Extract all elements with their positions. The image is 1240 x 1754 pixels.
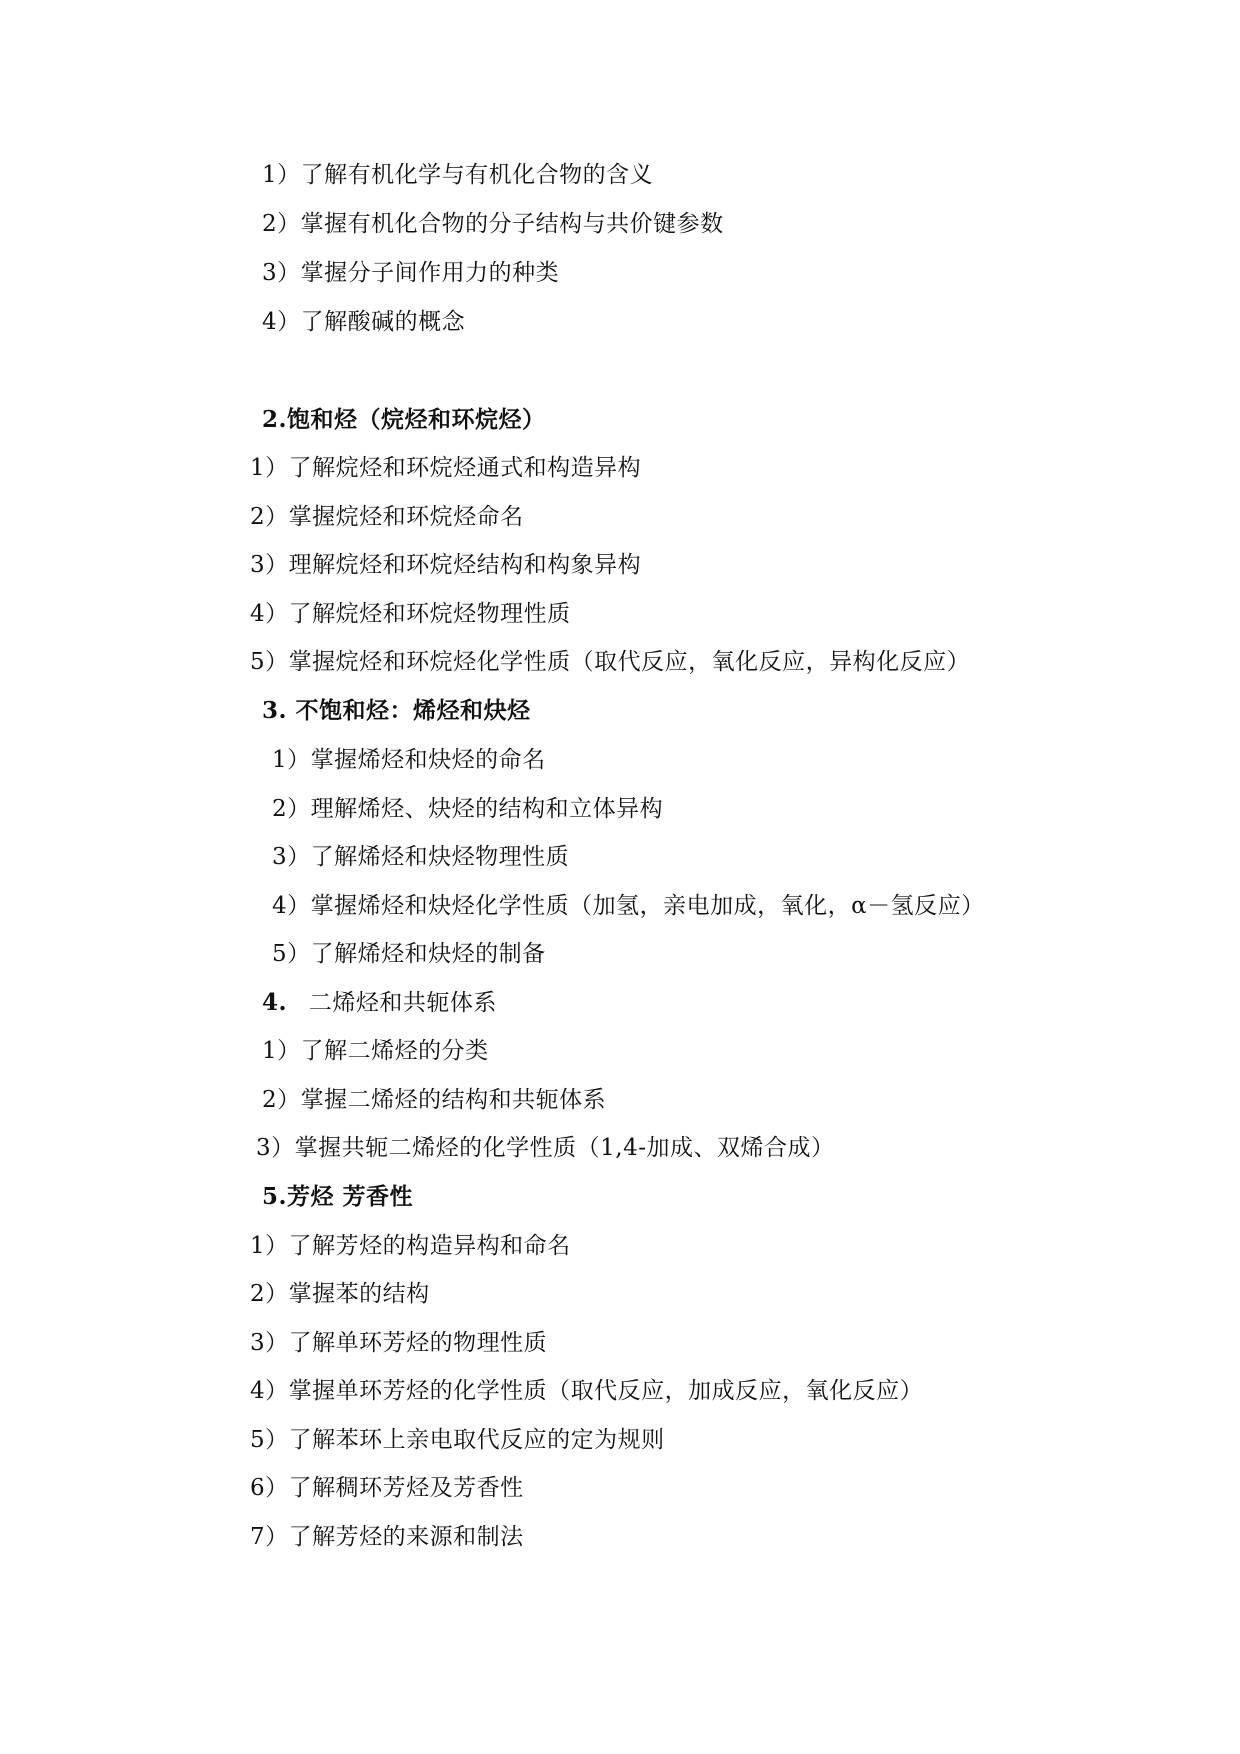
section2-heading: 2.饱和烃（烷烃和环烷烃） [262, 406, 546, 433]
section1-item-4: 4）了解酸碱的概念 [262, 309, 466, 335]
section5-item-2: 2）掌握苯的结构 [250, 1281, 430, 1307]
section3-heading: 3. 不饱和烃：烯烃和炔烃 [262, 697, 531, 724]
section5-heading: 5.芳烃 芳香性 [262, 1183, 414, 1210]
section3-item-3: 3）了解烯烃和炔烃物理性质 [272, 844, 570, 870]
section1-item-3: 3）掌握分子间作用力的种类 [262, 260, 560, 286]
section3-item-4: 4）掌握烯烃和炔烃化学性质（加氢，亲电加成，氧化，α－氢反应） [272, 893, 985, 919]
section3-item-1: 1）掌握烯烃和炔烃的命名 [272, 747, 546, 773]
section2-item-4: 4）了解烷烃和环烷烃物理性质 [250, 601, 571, 627]
section4-item-2: 2）掌握二烯烃的结构和共轭体系 [262, 1087, 607, 1113]
section1-item-1: 1）了解有机化学与有机化合物的含义 [262, 162, 654, 188]
section4-heading-text: 二烯烃和共轭体系 [308, 990, 497, 1016]
section5-item-6: 6）了解稠环芳烃及芳香性 [250, 1475, 524, 1501]
section2-item-2: 2）掌握烷烃和环烷烃命名 [250, 504, 524, 530]
section5-item-5: 5）了解苯环上亲电取代反应的定为规则 [250, 1427, 665, 1453]
section5-item-1: 1）了解芳烃的构造异构和命名 [250, 1233, 571, 1259]
section2-item-5: 5）掌握烷烃和环烷烃化学性质（取代反应，氧化反应，异构化反应） [250, 649, 971, 675]
section5-item-7: 7）了解芳烃的来源和制法 [250, 1524, 524, 1550]
section4-heading [262, 988, 497, 1018]
section3-item-2: 2）理解烯烃、炔烃的结构和立体异构 [272, 796, 664, 822]
section2-item-1: 1）了解烷烃和环烷烃通式和构造异构 [250, 455, 642, 481]
section4-item-3: 3）掌握共轭二烯烃的化学性质（1,4-加成、双烯合成） [256, 1135, 835, 1161]
section2-item-3: 3）理解烷烃和环烷烃结构和构象异构 [250, 552, 642, 578]
section4-heading-number: 4. [262, 989, 288, 1016]
section4-item-1: 1）了解二烯烃的分类 [262, 1038, 489, 1064]
section3-item-5: 5）了解烯烃和炔烃的制备 [272, 941, 546, 967]
section5-item-4: 4）掌握单环芳烃的化学性质（取代反应，加成反应，氧化反应） [250, 1378, 924, 1404]
section5-item-3: 3）了解单环芳烃的物理性质 [250, 1330, 548, 1356]
section1-item-2: 2）掌握有机化合物的分子结构与共价键参数 [262, 211, 724, 237]
